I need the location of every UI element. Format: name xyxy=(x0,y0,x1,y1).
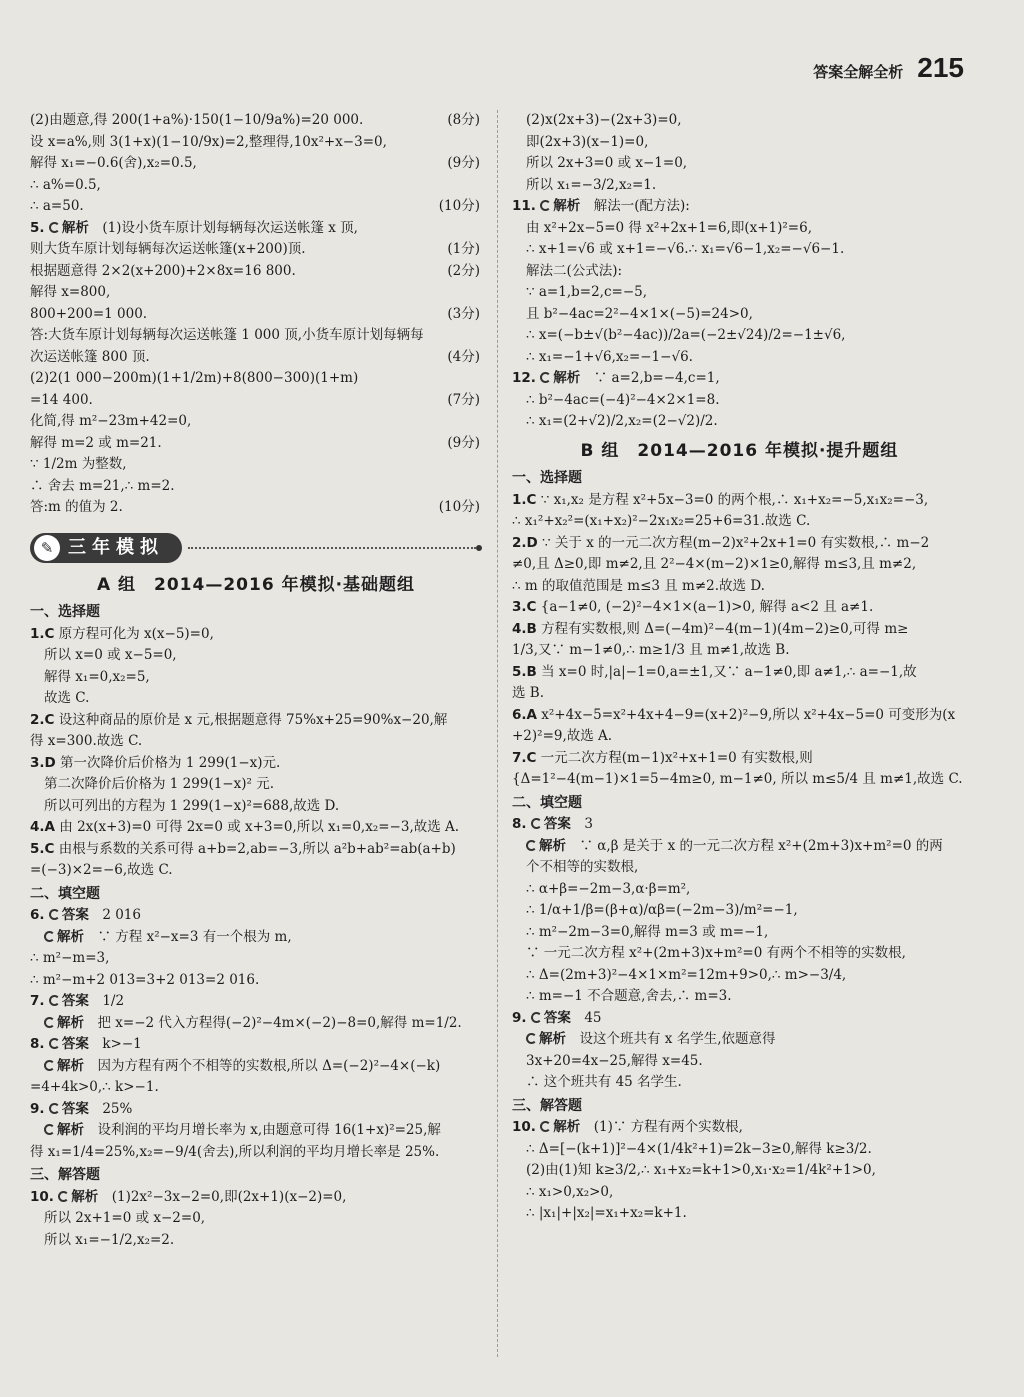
line-text: 解得 m=2 或 m=21. xyxy=(30,434,162,451)
line-text: ∴ m=−1 不合题意,舍去,∴ m=3. xyxy=(526,988,732,1004)
line-text: ∵ 方程 x²−x=3 有一个根为 m, xyxy=(97,928,292,945)
answer-tag: 答案 xyxy=(61,907,89,923)
question-number: 1.C xyxy=(512,491,537,508)
score-points: (3分) xyxy=(447,305,480,322)
text-line xyxy=(512,554,967,576)
page-number: 215 xyxy=(917,52,964,83)
text-line xyxy=(30,325,482,347)
line-text: ∴ 1/α+1/β=(β+α)/αβ=(−2m−3)/m²=−1, xyxy=(526,902,798,918)
text-line xyxy=(30,1077,482,1099)
line-text: 原方程可化为 x(x−5)=0, xyxy=(58,625,214,642)
text-line xyxy=(512,196,967,218)
text-line xyxy=(512,705,967,727)
text-line xyxy=(30,1099,482,1121)
line-text: 设这种商品的原价是 x 元,根据题意得 75%x+25=90%x−20,解 xyxy=(58,711,448,728)
text-line xyxy=(512,879,967,901)
line-text: 一元二次方程(m−1)x²+x+1=0 有实数根,则 xyxy=(540,749,813,766)
question-number: 3.C xyxy=(512,599,537,615)
line-text: 即(2x+3)(x−1)=0, xyxy=(526,133,649,150)
line-text: =14 400. xyxy=(30,391,93,408)
line-text: ∴ x=(−b±√(b²−4ac))/2a=(−2±√24)/2=−1±√6, xyxy=(526,327,846,343)
question-number: 6. xyxy=(30,907,45,923)
question-number: 1.C xyxy=(30,625,55,642)
answer-tag: 答案 xyxy=(61,993,89,1009)
text-line xyxy=(512,900,967,922)
text-line xyxy=(512,511,967,533)
answer-tag: 解析 xyxy=(539,837,566,854)
c-badge-icon xyxy=(49,909,60,920)
line-text: 由 2x(x+3)=0 可得 2x=0 或 x+3=0,所以 x₁=0,x₂=−3,故选 A. xyxy=(59,819,460,835)
text-line xyxy=(512,304,967,326)
text-line xyxy=(30,796,482,818)
line-text: ∵ x₁,x₂ 是方程 x²+5x−3=0 的两个根,∴ x₁+x₂=−5,x₁x₂=−3, xyxy=(540,491,929,508)
text-line xyxy=(30,411,482,433)
line-text: 所以 x₁=−1/2,x₂=2. xyxy=(44,1231,175,1248)
score-points: (1分) xyxy=(447,241,480,257)
line-text: ∴ x+1=√6 或 x+1=−√6.∴ x₁=√6−1,x₂=−√6−1. xyxy=(526,241,845,257)
text-line xyxy=(30,1142,482,1164)
score-points: (10分) xyxy=(438,198,480,214)
line-text: 选 B. xyxy=(512,685,545,701)
score-points: (7分) xyxy=(447,391,480,408)
text-line xyxy=(30,497,482,519)
text-line xyxy=(30,710,482,732)
score-points: (10分) xyxy=(438,499,480,515)
section-heading: 一、选择题 xyxy=(512,470,582,486)
score-points: (9分) xyxy=(447,155,480,171)
line-text: 解法一(配方法): xyxy=(593,198,690,214)
text-line xyxy=(30,175,482,197)
text-line xyxy=(30,905,482,927)
line-text: ∵ a=1,b=2,c=−5, xyxy=(526,284,648,300)
answer-tag: 解析 xyxy=(553,1119,581,1135)
text-line xyxy=(30,1230,482,1252)
c-badge-icon xyxy=(540,372,551,383)
text-line xyxy=(512,986,967,1008)
text-line xyxy=(30,860,482,882)
line-text: 解得 x₁=0,x₂=5, xyxy=(44,668,150,685)
score-points: (4分) xyxy=(447,348,480,365)
answer-tag: 答案 xyxy=(61,1100,89,1117)
text-line xyxy=(512,1203,967,1225)
text-line xyxy=(30,624,482,646)
text-line xyxy=(512,726,967,748)
line-text: k>−1 xyxy=(102,1036,142,1052)
text-line xyxy=(30,1013,482,1035)
line-text: ∵ α,β 是关于 x 的一元二次方程 x²+(2m+3)x+m²=0 的两 xyxy=(579,837,943,854)
text-line xyxy=(30,991,482,1013)
line-text: 800+200=1 000. xyxy=(30,305,148,322)
line-text: ∴ b²−4ac=(−4)²−4×2×1=8. xyxy=(526,391,720,408)
question-number: 9. xyxy=(512,1009,527,1026)
c-badge-icon xyxy=(49,995,60,1006)
text-line xyxy=(30,110,482,132)
line-text: {a−1≠0, (−2)²−4×1×(a−1)>0, 解得 a<2 且 a≠1. xyxy=(540,599,874,615)
answer-tag: 解析 xyxy=(553,370,581,386)
answer-tag: 解析 xyxy=(57,1014,84,1031)
text-line xyxy=(512,662,967,684)
text-line xyxy=(512,769,967,791)
question-number: 5. xyxy=(30,219,45,236)
line-text: 由根与系数的关系可得 a+b=2,ab=−3,所以 a²b+ab²=ab(a+b) xyxy=(58,840,456,857)
c-badge-icon xyxy=(49,1038,60,1049)
text-line xyxy=(512,218,967,240)
question-number: 4.A xyxy=(30,819,55,835)
banner-dotted-rule xyxy=(188,547,476,549)
text-line xyxy=(30,454,482,476)
section-heading: 二、填空题 xyxy=(512,794,582,811)
text-line xyxy=(30,239,482,261)
text-line xyxy=(512,1072,967,1094)
line-text: 次运送帐篷 800 顶. xyxy=(30,348,150,365)
text-line xyxy=(512,836,967,858)
line-text: 45 xyxy=(584,1009,602,1026)
line-text: 方程有实数根,则 Δ=(−4m)²−4(m−1)(4m−2)≥0,可得 m≥ xyxy=(541,620,909,637)
text-line xyxy=(30,970,482,992)
line-text: (1)设小货车原计划每辆每次运送帐篷 x 顶, xyxy=(102,219,358,236)
answer-tag: 解析 xyxy=(57,928,84,945)
text-line xyxy=(512,1182,967,1204)
question-number: 10. xyxy=(512,1119,536,1135)
text-line xyxy=(512,1029,967,1051)
question-number: 4.B xyxy=(512,620,537,637)
line-text: 所以 x₁=−3/2,x₂=1. xyxy=(526,176,657,193)
question-number: 11. xyxy=(512,198,536,214)
answer-tag: 解析 xyxy=(71,1188,99,1205)
line-text: 3x+20=4x−25,解得 x=45. xyxy=(526,1052,703,1069)
question-number: 8. xyxy=(512,816,527,832)
line-text: 则大货车原计划每辆每次运送帐篷(x+200)顶. xyxy=(30,241,306,257)
c-badge-icon xyxy=(49,222,60,233)
score-points: (2分) xyxy=(447,262,480,279)
question-number: 6.A xyxy=(512,706,537,723)
line-text: 解得 x₁=−0.6(舍),x₂=0.5, xyxy=(30,155,197,171)
question-number: 5.C xyxy=(30,840,55,857)
banner-pill xyxy=(30,533,182,563)
text-line xyxy=(30,304,482,326)
line-text: 第一次降价后价格为 1 299(1−x)元. xyxy=(60,754,281,771)
line-text: 所以 x=0 或 x−5=0, xyxy=(44,647,177,663)
question-number: 7. xyxy=(30,993,45,1009)
text-line xyxy=(30,261,482,283)
text-line xyxy=(512,576,967,598)
text-line xyxy=(30,839,482,861)
line-text: (1)∵ 方程有两个实数根, xyxy=(593,1119,743,1135)
c-badge-icon xyxy=(540,1121,551,1132)
text-line xyxy=(30,1187,482,1209)
left-column xyxy=(30,110,482,1251)
section-heading: 三、解答题 xyxy=(30,1167,100,1183)
answer-tag: 解析 xyxy=(57,1057,84,1074)
text-line xyxy=(512,411,967,433)
answer-tag: 答案 xyxy=(543,816,571,832)
line-text: (2)由(1)知 k≥3/2,∴ x₁+x₂=k+1>0,x₁·x₂=1/4k²+1>0, xyxy=(526,1162,876,1178)
question-number: 5.B xyxy=(512,663,537,680)
c-badge-icon xyxy=(44,1060,55,1071)
line-text: =(−3)×2=−6,故选 C. xyxy=(30,862,173,878)
question-number: 7.C xyxy=(512,749,537,766)
line-text: ∵ 关于 x 的一元二次方程(m−2)x²+2x+1=0 有实数根,∴ m−2 xyxy=(542,534,930,551)
line-text: (2)2(1 000−200m)(1+1/2m)+8(800−300)(1+m) xyxy=(30,370,359,386)
text-line xyxy=(512,533,967,555)
line-text: ∴ m²−2m−3=0,解得 m=3 或 m=−1, xyxy=(526,923,769,940)
line-text: ∵ a=2,b=−4,c=1, xyxy=(593,370,720,386)
answer-tag: 解析 xyxy=(539,1031,566,1047)
c-badge-icon xyxy=(58,1191,69,1202)
text-line xyxy=(512,1117,967,1139)
line-text: ∴ Δ=(2m+3)²−4×1×m²=12m+9>0,∴ m>−3/4, xyxy=(526,966,847,983)
line-text: 当 x=0 时,|a|−1=0,a=±1,又∵ a−1≠0,即 a≠1,∴ a=−1,故 xyxy=(541,663,917,680)
line-text: ∴ m 的取值范围是 m≤3 且 m≠2.故选 D. xyxy=(512,577,765,594)
c-badge-icon xyxy=(531,818,542,829)
line-text: 故选 C. xyxy=(44,690,90,706)
text-line xyxy=(30,667,482,689)
text-line xyxy=(512,748,967,770)
c-badge-icon xyxy=(44,931,55,942)
question-number: 2.D xyxy=(512,534,538,551)
line-text: ∴ x₁=−1+√6,x₂=−1−√6. xyxy=(526,348,693,365)
answer-tag: 解析 xyxy=(57,1122,84,1138)
text-line xyxy=(30,927,482,949)
line-text: ∴ m²−m+2 013=3+2 013=2 016. xyxy=(30,971,260,988)
line-text: ∵ 1/2m 为整数, xyxy=(30,456,127,472)
answer-tag: 解析 xyxy=(61,219,89,236)
line-text: 把 x=−2 代入方程得(−2)²−4m×(−2)−8=0,解得 m=1/2. xyxy=(97,1014,462,1031)
question-number: 3.D xyxy=(30,754,56,771)
text-line xyxy=(512,1160,967,1182)
answer-tag: 答案 xyxy=(543,1009,571,1026)
question-number: 12. xyxy=(512,370,536,386)
line-text: 设 x=a%,则 3(1+x)(1−10/9x)=2,整理得,10x²+x−3=0, xyxy=(30,133,387,150)
line-text: (2)x(2x+3)−(2x+3)=0, xyxy=(526,112,682,128)
line-text: ∴ a=50. xyxy=(30,198,84,214)
line-text: 第二次降价后价格为 1 299(1−x)² 元. xyxy=(44,776,274,792)
line-text: ≠0,且 Δ≥0,即 m≠2,且 2²−4×(m−2)×1≥0,解得 m≤3,且 m≠2, xyxy=(512,556,917,572)
c-badge-icon xyxy=(526,840,537,851)
text-line xyxy=(512,943,967,965)
text-line xyxy=(30,645,482,667)
text-line xyxy=(512,153,967,175)
c-badge-icon xyxy=(44,1124,55,1135)
text-line xyxy=(30,774,482,796)
banner-end-dot xyxy=(476,545,482,551)
banner-title: 三年模拟 xyxy=(68,536,164,558)
text-line xyxy=(512,239,967,261)
answer-tag: 解析 xyxy=(553,198,581,214)
question-number: 8. xyxy=(30,1036,45,1052)
question-number: 9. xyxy=(30,1100,45,1117)
line-text: 1/2 xyxy=(102,993,125,1009)
text-line xyxy=(30,218,482,240)
text-line xyxy=(512,1008,967,1030)
line-text: 解法二(公式法): xyxy=(526,262,623,279)
text-line xyxy=(512,619,967,641)
text-line xyxy=(30,368,482,390)
line-text: 所以 2x+3=0 或 x−1=0, xyxy=(526,155,688,171)
text-line xyxy=(512,922,967,944)
text-line xyxy=(512,814,967,836)
c-badge-icon xyxy=(540,200,551,211)
question-number: 10. xyxy=(30,1188,54,1205)
text-line xyxy=(512,261,967,283)
text-line xyxy=(512,282,967,304)
c-badge-icon xyxy=(44,1017,55,1028)
text-line xyxy=(30,476,482,498)
line-text: 因为方程有两个不相等的实数根,所以 Δ=(−2)²−4×(−k) xyxy=(97,1057,441,1074)
text-line xyxy=(512,683,967,705)
text-line xyxy=(512,490,967,512)
line-text: ∴ Δ=[−(k+1)]²−4×(1/4k²+1)=2k−3≥0,解得 k≥3/2. xyxy=(526,1140,872,1157)
line-text: {Δ=1²−4(m−1)×1=5−4m≥0, m−1≠0, 所以 m≤5/4 且 m≠1,故选 C. xyxy=(512,771,963,787)
line-text: 且 b²−4ac=2²−4×1×(−5)=24>0, xyxy=(526,305,753,322)
text-line xyxy=(512,597,967,619)
line-text: (1)2x²−3x−2=0,即(2x+1)(x−2)=0, xyxy=(111,1188,347,1205)
text-line xyxy=(30,948,482,970)
line-text: ∴ |x₁|+|x₂|=x₁+x₂=k+1. xyxy=(526,1205,687,1221)
section-heading: 二、填空题 xyxy=(30,885,100,902)
line-text: 由 x²+2x−5=0 得 x²+2x+1=6,即(x+1)²=6, xyxy=(526,219,812,236)
section-heading: 一、选择题 xyxy=(30,604,100,620)
c-badge-icon xyxy=(531,1012,542,1023)
text-line xyxy=(30,196,482,218)
line-text: 答:m 的值为 2. xyxy=(30,499,123,515)
line-text: ∴ α+β=−2m−3,α·β=m², xyxy=(526,880,691,897)
line-text: ∴ a%=0.5, xyxy=(30,176,101,193)
line-text: 3 xyxy=(584,816,593,832)
text-line xyxy=(512,857,967,879)
text-line xyxy=(512,132,967,154)
c-badge-icon xyxy=(526,1033,537,1044)
text-line xyxy=(30,347,482,369)
text-line xyxy=(30,1120,482,1142)
text-line xyxy=(512,1139,967,1161)
text-line xyxy=(512,390,967,412)
group-heading: B 组 2014—2016 年模拟·提升题组 xyxy=(580,440,899,461)
c-badge-icon xyxy=(49,1103,60,1114)
line-text: ∴ m²−m=3, xyxy=(30,950,110,966)
line-text: 解得 x=800, xyxy=(30,284,111,300)
section-heading: 三、解答题 xyxy=(512,1097,582,1114)
text-line xyxy=(512,640,967,662)
line-text: 设这个班共有 x 名学生,依题意得 xyxy=(579,1031,776,1047)
line-text: 所以 2x+1=0 或 x−2=0, xyxy=(44,1210,206,1226)
line-text: 个不相等的实数根, xyxy=(526,859,639,875)
text-line xyxy=(30,433,482,455)
right-column xyxy=(512,110,967,1225)
line-text: x²+4x−5=x²+4x+4−9=(x+2)²−9,所以 x²+4x−5=0 可变形为(x xyxy=(541,706,956,723)
text-line xyxy=(512,1051,967,1073)
column-divider xyxy=(497,110,498,1357)
text-line xyxy=(512,325,967,347)
line-text: ∴ 舍去 m=21,∴ m=2. xyxy=(30,477,175,494)
line-text: ∵ 一元二次方程 x²+(2m+3)x+m²=0 有两个不相等的实数根, xyxy=(526,945,906,961)
text-line xyxy=(30,817,482,839)
text-line xyxy=(512,368,967,390)
text-line xyxy=(512,347,967,369)
header-title: 答案全解全析 xyxy=(813,63,904,81)
text-line xyxy=(30,688,482,710)
line-text: ∴ x₁²+x₂²=(x₁+x₂)²−2x₁x₂=25+6=31.故选 C. xyxy=(512,513,811,529)
text-line xyxy=(30,1034,482,1056)
text-line xyxy=(30,390,482,412)
text-line xyxy=(512,175,967,197)
group-heading: A 组 2014—2016 年模拟·基础题组 xyxy=(96,574,416,595)
question-number: 2.C xyxy=(30,711,55,728)
text-line xyxy=(30,1208,482,1230)
text-line xyxy=(30,1056,482,1078)
line-text: ∴ 这个班共有 45 名学生. xyxy=(526,1074,682,1090)
line-text: 2 016 xyxy=(102,907,141,923)
text-line xyxy=(30,731,482,753)
line-text: (2)由题意,得 200(1+a%)·150(1−10/9a%)=20 000. xyxy=(30,112,364,128)
text-line xyxy=(30,132,482,154)
line-text: 25% xyxy=(102,1100,133,1117)
text-line xyxy=(30,753,482,775)
section-banner xyxy=(30,531,482,565)
line-text: 1/3,又∵ m−1≠0,∴ m≥1/3 且 m≠1,故选 B. xyxy=(512,642,790,658)
line-text: 得 x=300.故选 C. xyxy=(30,733,143,749)
page-header xyxy=(813,52,964,84)
line-text: 所以可列出的方程为 1 299(1−x)²=688,故选 D. xyxy=(44,797,340,814)
line-text: ∴ x₁>0,x₂>0, xyxy=(526,1183,614,1200)
text-line xyxy=(512,110,967,132)
line-text: 答:大货车原计划每辆每次运送帐篷 1 000 顶,小货车原计划每辆每 xyxy=(30,327,424,343)
line-text: +2)²=9,故选 A. xyxy=(512,728,613,744)
score-points: (8分) xyxy=(447,112,480,128)
line-text: =4+4k>0,∴ k>−1. xyxy=(30,1079,159,1095)
pencil-icon: ✎ xyxy=(34,535,60,561)
line-text: 设利润的平均月增长率为 x,由题意可得 16(1+x)²=25,解 xyxy=(97,1122,441,1138)
line-text: ∴ x₁=(2+√2)/2,x₂=(2−√2)/2. xyxy=(526,413,718,429)
line-text: 化简,得 m²−23m+42=0, xyxy=(30,413,192,429)
line-text: 根据题意得 2×2(x+200)+2×8x=16 800. xyxy=(30,262,296,279)
text-line xyxy=(30,153,482,175)
text-line xyxy=(512,965,967,987)
line-text: 得 x₁=1/4=25%,x₂=−9/4(舍去),所以利润的平均月增长率是 25%. xyxy=(30,1143,440,1160)
answer-tag: 答案 xyxy=(61,1036,89,1052)
score-points: (9分) xyxy=(447,434,480,451)
text-line xyxy=(30,282,482,304)
